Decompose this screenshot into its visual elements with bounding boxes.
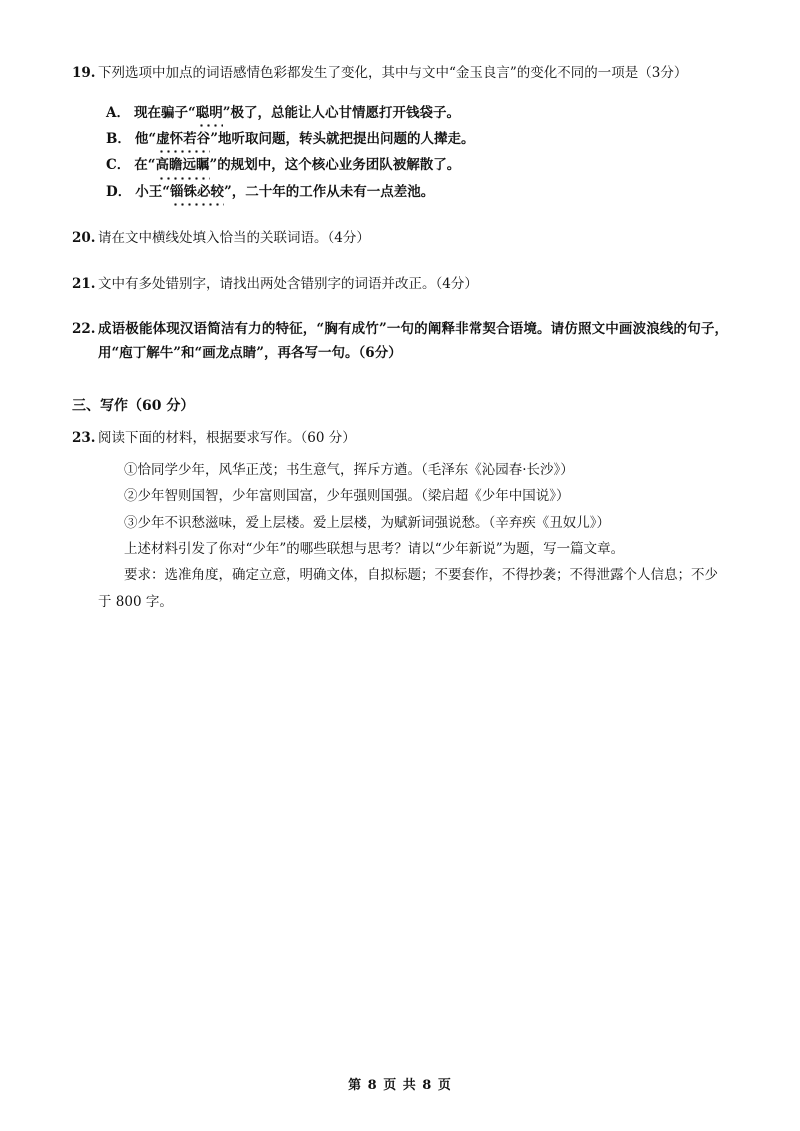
option-d [72,179,728,205]
option-b-post: ”地听取问题，转头就把提出问题的人撵走。 [210,130,475,147]
material-item-3: ③少年不识愁滋味，爱上层楼。爱上层楼，为赋新词强说愁。（辛弃疾《丑奴儿》） [124,514,610,531]
option-c-post: ”的规划中，这个核心业务团队被解散了。 [209,157,461,174]
option-a-pre: 现在骗子“ [133,104,196,121]
material-item-1: ①恰同学少年，风华正茂；书生意气，挥斥方遒。（毛泽东《沁园春·长沙》） [124,462,574,478]
question-22-number: 22. [72,321,96,338]
question-23-number: 23. [72,430,96,447]
question-21-number: 21. [72,275,96,292]
option-d-emphasis: 锱铢必较 [170,179,224,205]
option-c-label: C． [106,157,131,174]
question-19-number: 19. [72,65,96,81]
question-20-stem: 请在文中横线处填入恰当的关联词语。（4分） [98,229,370,246]
option-c-emphasis: 高瞻远瞩 [156,152,210,178]
question-19 [72,62,728,86]
section-heading: 三、写作（60 分） [72,398,195,415]
question-20-number: 20. [72,229,96,246]
option-d-pre: 小王“ [135,183,170,200]
question-23-prompt: 阅读下面的材料，根据要求写作。（60 分） [98,430,356,447]
option-a-emphasis: 聪明 [196,100,223,126]
question-19-stem: 下列选项中加点的词语感情色彩都发生了变化，其中与文中“金玉良言”的变化不同的一项是（3分） [98,65,688,81]
question-23 [72,427,728,451]
option-a-post: ”极了，总能让人心甘情愿打开钱袋子。 [222,104,461,121]
question-20 [72,227,728,251]
option-b [72,126,728,152]
option-c-pre: 在“ [134,157,156,174]
option-b-emphasis: 虚怀若谷 [156,126,210,152]
option-d-post: ”，二十年的工作从未有一点差池。 [223,183,435,200]
writing-task: 上述材料引发了你对“少年”的哪些联想与思考？请以“少年新说”为题，写一篇文章。 [124,540,625,557]
page-footer: 第 8 页 共 8 页 [348,1078,452,1093]
question-21 [72,273,728,297]
question-19-options [72,100,728,205]
option-a-label: A． [106,104,130,121]
question-22 [72,318,728,365]
material-item-2: ②少年智则国智，少年富则国富，少年强则国强。（梁启超《少年中国说》） [124,488,570,505]
question-22-stem: 成语极能体现汉语简洁有力的特征，“胸有成竹”一句的阐释非常契合语境。请仿照文中画波浪线的句子，用“庖丁解牛”和“画龙点睛”，再各写一句。（6分） [98,321,728,361]
option-b-label: B． [106,130,131,147]
option-d-label: D． [106,183,132,200]
option-a [72,100,728,126]
writing-requirement-line-1: 要求：选准角度，确定立意，明确文体，自拟标题；不要套作，不得抄袭；不得泄露个人信息；不少 [124,567,718,584]
option-c [72,152,728,178]
writing-requirement-line-2: 于 800 字。 [98,593,173,610]
question-21-stem: 文中有多处错别字，请找出两处含错别字的词语并改正。（4分） [98,275,478,292]
option-b-pre: 他“ [134,130,157,147]
